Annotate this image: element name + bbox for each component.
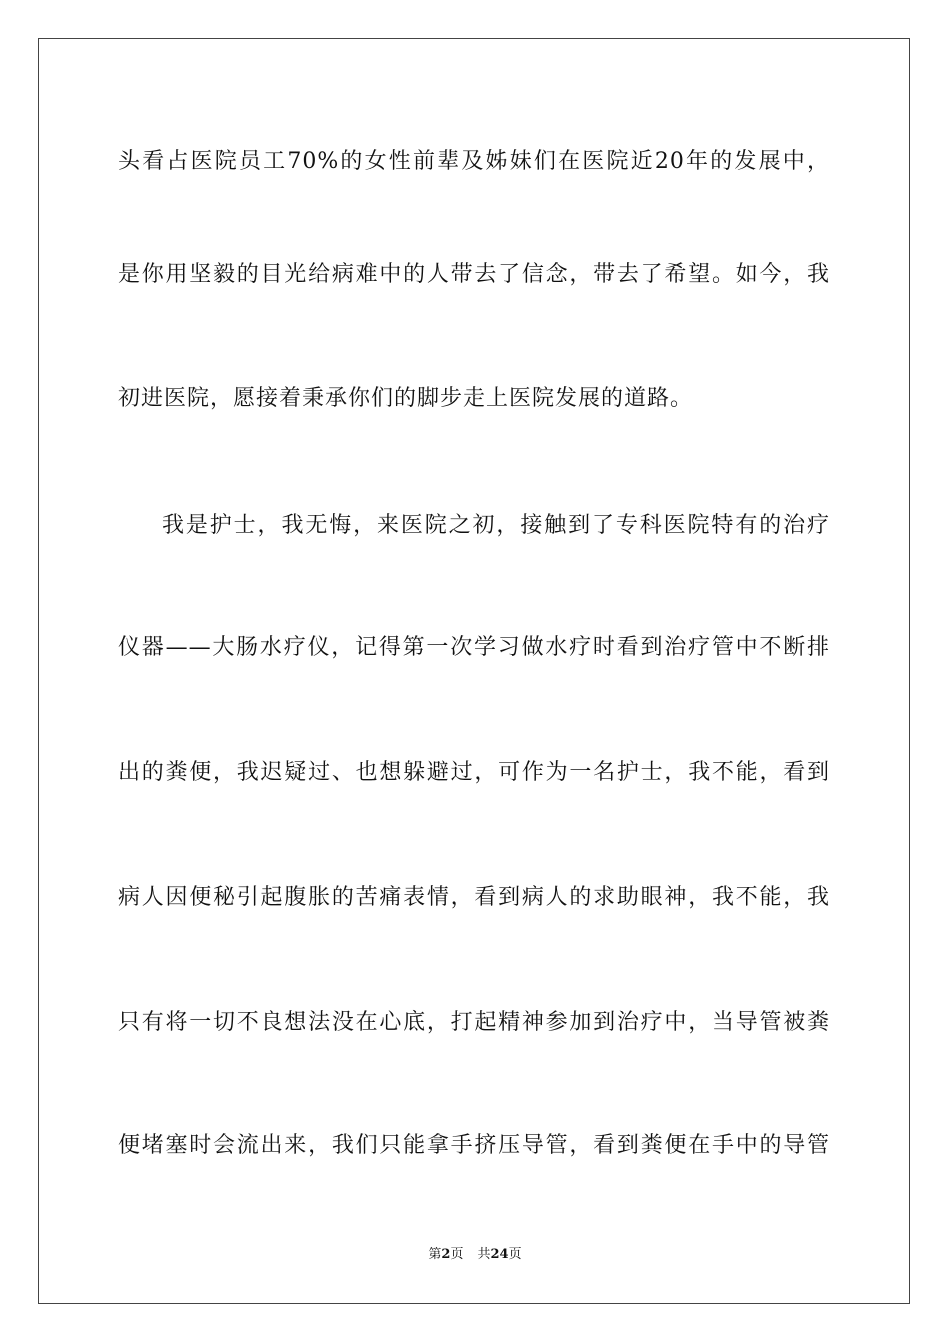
page-prefix: 第 bbox=[428, 1247, 442, 1262]
body-line-3: 初进医院，愿接着秉承你们的脚步走上医院发展的道路。 bbox=[118, 386, 694, 411]
body-line-7: 病人因便秘引起腹胀的苦痛表情，看到病人的求助眼神，我不能，我 bbox=[118, 885, 830, 910]
page-number: 2 bbox=[441, 1247, 451, 1262]
body-line-8: 只有将一切不良想法没在心底，打起精神参加到治疗中，当导管被粪 bbox=[118, 1010, 830, 1035]
body-line-6: 出的粪便，我迟疑过、也想躲避过，可作为一名护士，我不能，看到 bbox=[118, 760, 830, 785]
page-border bbox=[38, 38, 910, 1304]
body-line-4: 我是护士，我无悔，来医院之初，接触到了专科医院特有的治疗 bbox=[162, 513, 830, 538]
body-line-1: 头看占医院员工70%的女性前辈及姊妹们在医院近20年的发展中， bbox=[118, 149, 830, 174]
body-line-2: 是你用坚毅的目光给病难中的人带去了信念，带去了希望。如今，我 bbox=[118, 262, 830, 287]
page-footer bbox=[0, 1246, 950, 1264]
body-line-9: 便堵塞时会流出来，我们只能拿手挤压导管，看到粪便在手中的导管 bbox=[118, 1133, 830, 1158]
total-prefix: 共 bbox=[477, 1247, 491, 1262]
body-line-5: 仪器——大肠水疗仪，记得第一次学习做水疗时看到治疗管中不断排 bbox=[118, 635, 830, 660]
page-suffix: 页 bbox=[450, 1247, 464, 1262]
total-pages: 24 bbox=[490, 1247, 509, 1262]
total-suffix: 页 bbox=[508, 1247, 522, 1262]
